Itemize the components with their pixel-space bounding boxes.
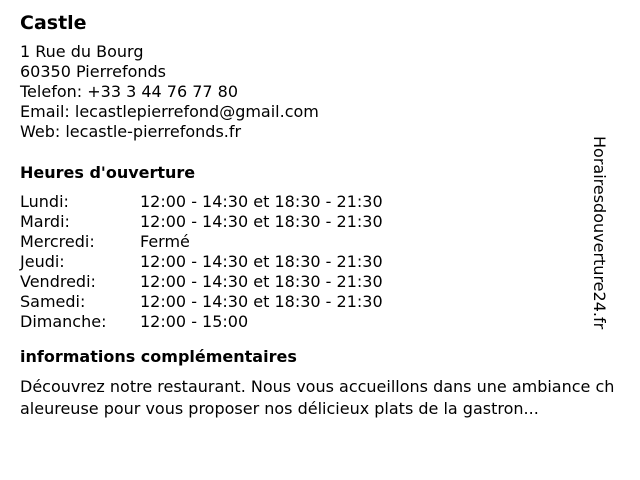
day-label: Lundi: [20, 192, 69, 211]
business-card [20, 10, 620, 420]
info-description: Découvrez notre restaurant. Nous vous accueillons dans une ambiance chaleureuse pour vous proposer nos délicieux plats de la gastron... [20, 377, 615, 418]
time-value: 12:00 - 14:30 et 18:30 - 21:30 [140, 252, 383, 271]
day-label: Mercredi: [20, 232, 95, 251]
phone-line: Telefon: +33 3 44 76 77 80 [20, 82, 239, 101]
day-label: Dimanche: [20, 312, 107, 331]
address-line-2: 60350 Pierrefonds [20, 62, 166, 81]
hours-row-wednesday [20, 232, 620, 252]
hours-row-thursday [20, 252, 620, 272]
web-line: Web: lecastle-pierrefonds.fr [20, 122, 242, 141]
hours-row-sunday [20, 312, 620, 332]
hours-row-saturday [20, 292, 620, 312]
day-label: Jeudi: [20, 252, 65, 271]
time-value: 12:00 - 14:30 et 18:30 - 21:30 [140, 272, 383, 291]
hours-row-monday [20, 192, 620, 212]
watermark-text: Horairesdouverture24.fr [590, 136, 609, 330]
business-name: Castle [20, 12, 87, 34]
hours-row-friday [20, 272, 620, 292]
email-line: Email: lecastlepierrefond@gmail.com [20, 102, 319, 121]
hours-row-tuesday [20, 212, 620, 232]
time-value: 12:00 - 14:30 et 18:30 - 21:30 [140, 212, 383, 231]
time-value: 12:00 - 14:30 et 18:30 - 21:30 [140, 192, 383, 211]
time-value: Fermé [140, 232, 190, 251]
time-value: 12:00 - 14:30 et 18:30 - 21:30 [140, 292, 383, 311]
hours-heading: Heures d'ouverture [20, 163, 196, 182]
address-line-1: 1 Rue du Bourg [20, 42, 144, 61]
info-heading: informations complémentaires [20, 347, 297, 366]
day-label: Mardi: [20, 212, 70, 231]
time-value: 12:00 - 15:00 [140, 312, 249, 331]
day-label: Samedi: [20, 292, 86, 311]
day-label: Vendredi: [20, 272, 96, 291]
hours-table [20, 192, 620, 332]
